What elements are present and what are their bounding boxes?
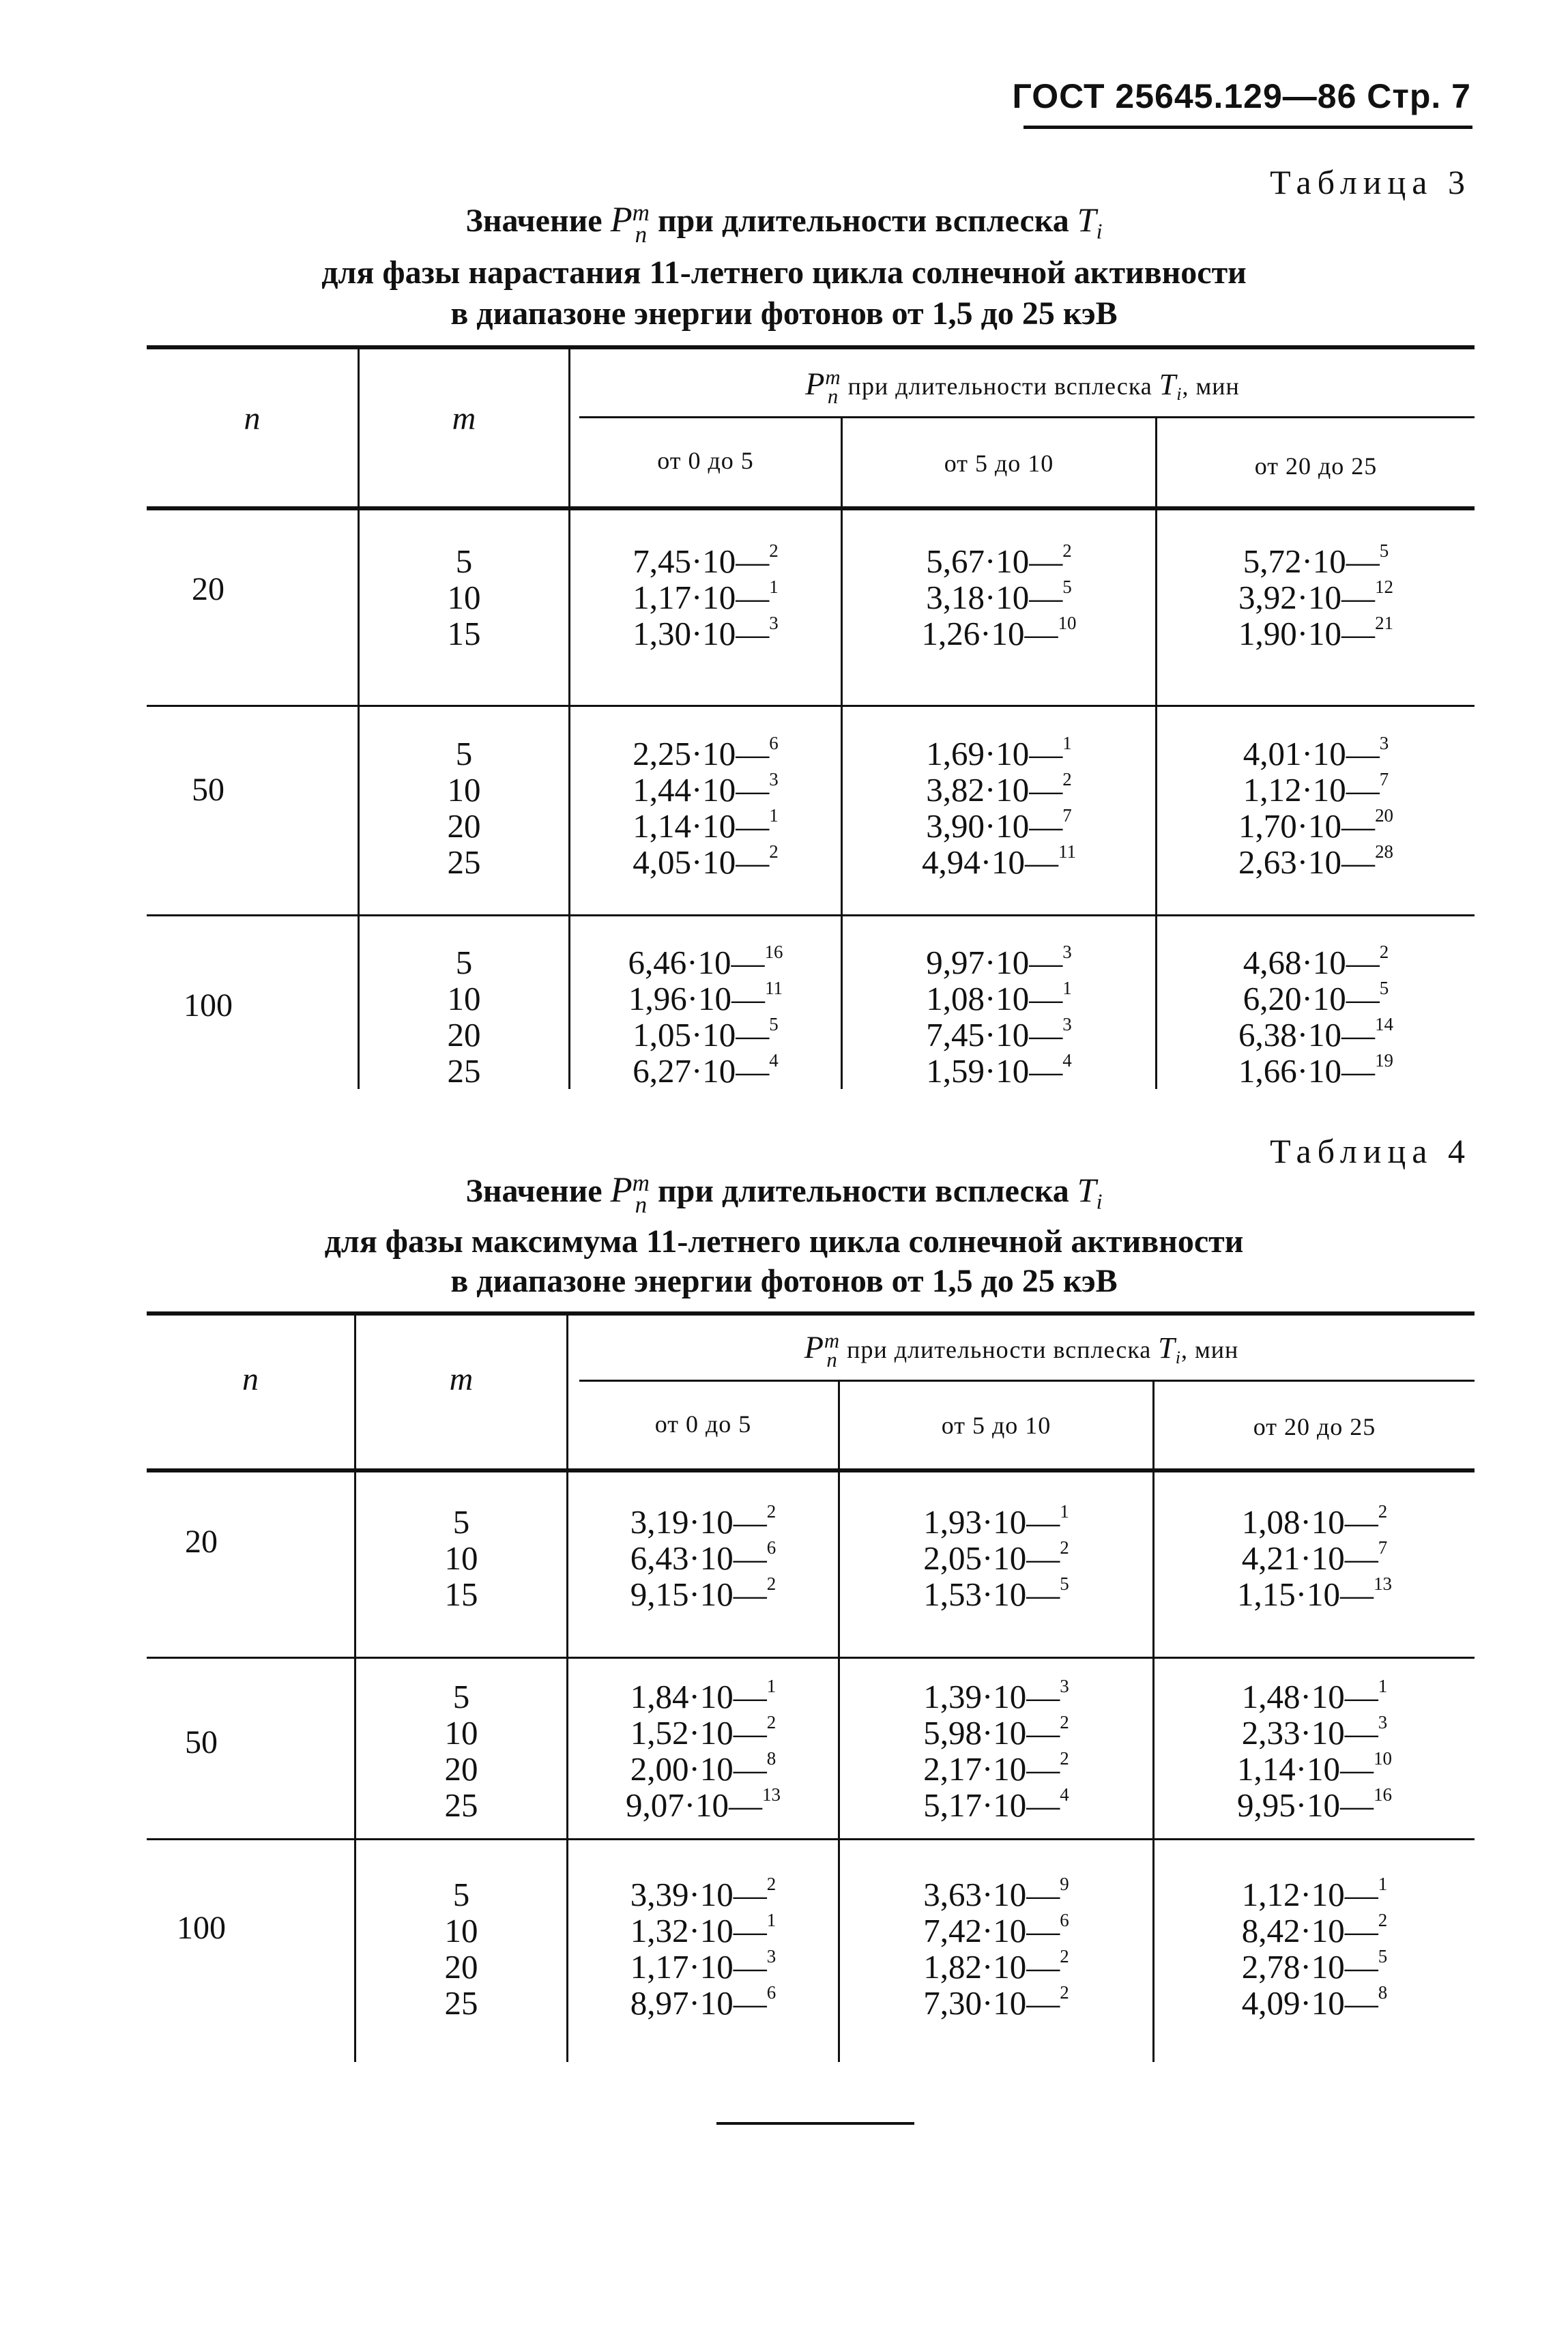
table-rule: [147, 1657, 1475, 1659]
header-rule: [1023, 126, 1472, 129]
table-3-label: Таблица 3: [1270, 163, 1471, 201]
table-rule: [147, 1311, 1475, 1316]
header-n: n: [244, 401, 261, 437]
col2-values: 3,63·10—$^9$ 7,42·10—$^6$ 1,82·10—$^2$ 7,30·10—$^2$: [923, 1874, 1069, 2022]
table-4-label: Таблица 4: [1270, 1132, 1471, 1170]
table-3-title-line1: Значение Pm n при длительности всплеска $T_i$: [465, 199, 1103, 248]
table-rule: [147, 506, 1475, 510]
m-values: 5 10 20 25: [447, 735, 481, 881]
m-values: 5 10 15: [447, 542, 481, 652]
col1-values: 1,84·10—$^1$ 1,52·10—$^2$ 2,00·10—$^8$ 9,07·10—$^{13}$: [625, 1676, 781, 1824]
col3-values: 1,48·10—$^1$ 2,33·10—$^3$ 1,14·10—$^{10}$ 9,95·10—$^{16}$: [1236, 1676, 1392, 1824]
table-rule: [147, 1468, 1475, 1472]
table-rule: [147, 914, 1475, 916]
col2-values: 9,97·10—$^3$ 1,08·10—$^1$ 7,45·10—$^3$ 1,59·10—$^4$: [926, 942, 1072, 1090]
row-n: 100: [184, 987, 233, 1023]
table-rule: [579, 416, 1475, 418]
table-3-title-line3: в диапазоне энергии фотонов от 1,5 до 25 кэВ: [450, 295, 1118, 332]
table-3: [147, 345, 1475, 1089]
header-n: n: [242, 1361, 259, 1397]
table-rule: [579, 1380, 1475, 1382]
col3-values: 1,12·10—$^1$ 8,42·10—$^2$ 2,78·10—$^5$ 4,09·10—$^8$: [1241, 1874, 1388, 2022]
row-n: 50: [192, 772, 224, 808]
header-col-3: от 20 до 25: [1254, 452, 1378, 480]
col2-values: 1,69·10—$^1$ 3,82·10—$^2$ 3,90·10—$^7$ 4,94·10—$^{11}$: [921, 733, 1076, 881]
col1-values: 6,46·10—$^{16}$ 1,96·10—$^{11}$ 1,05·10—$^5$ 6,27·10—$^4$: [628, 942, 783, 1090]
col2-values: 5,67·10—$^2$ 3,18·10—$^5$ 1,26·10—$^{10}$: [921, 540, 1077, 652]
m-values: 5 10 20 25: [444, 1678, 478, 1824]
col2-values: 1,39·10—$^3$ 5,98·10—$^2$ 2,17·10—$^2$ 5,17·10—$^4$: [923, 1676, 1069, 1824]
row-n: 20: [192, 571, 224, 607]
m-values: 5 10 20 25: [444, 1876, 478, 2022]
m-values: 5 10 20 25: [447, 944, 481, 1090]
col3-values: 5,72·10—$^5$ 3,92·10—$^{12}$ 1,90·10—$^{21}$: [1238, 540, 1393, 652]
row-n: 50: [185, 1724, 218, 1760]
col1-values: 3,39·10—$^2$ 1,32·10—$^1$ 1,17·10—$^3$ 8,97·10—$^6$: [630, 1874, 776, 2022]
table-4-title-line1: Значение Pm n при длительности всплеска $T_i$: [465, 1170, 1103, 1218]
header-col-1: от 0 до 5: [657, 447, 754, 474]
col2-values: 1,93·10—$^1$ 2,05·10—$^2$ 1,53·10—$^5$: [923, 1501, 1069, 1613]
row-n: 20: [185, 1524, 218, 1560]
m-values: 5 10 15: [444, 1503, 478, 1613]
table-rule: [147, 345, 1475, 349]
header-group: Pm n при длительности всплеска $T_i$, мин: [804, 1329, 1239, 1371]
table-rule: [147, 1838, 1475, 1840]
page-header: ГОСТ 25645.129—86 Стр. 7: [1012, 77, 1471, 115]
header-col-2: от 5 до 10: [944, 450, 1054, 477]
col1-values: 3,19·10—$^2$ 6,43·10—$^6$ 9,15·10—$^2$: [630, 1501, 776, 1613]
footer-rule: [716, 2122, 914, 2125]
table-4-title-line2: для фазы максимума 11-летнего цикла солнечной активности: [324, 1223, 1244, 1260]
col3-values: 4,68·10—$^2$ 6,20·10—$^5$ 6,38·10—$^{14}$ 1,66·10—$^{19}$: [1238, 942, 1393, 1090]
header-col-3: от 20 до 25: [1253, 1413, 1376, 1440]
table-3-title-line2: для фазы нарастания 11-летнего цикла солнечной активности: [321, 255, 1247, 291]
table-4: [147, 1311, 1475, 2062]
col3-values: 1,08·10—$^2$ 4,21·10—$^7$ 1,15·10—$^{13}$: [1236, 1501, 1392, 1613]
header-col-2: от 5 до 10: [941, 1412, 1051, 1439]
table-4-title-line3: в диапазоне энергии фотонов от 1,5 до 25 кэВ: [450, 1263, 1118, 1299]
header-col-1: от 0 до 5: [654, 1410, 752, 1438]
col3-values: 4,01·10—$^3$ 1,12·10—$^7$ 1,70·10—$^{20}$ 2,63·10—$^{28}$: [1238, 733, 1393, 881]
header-m: m: [452, 401, 476, 437]
header-group: Pm n при длительности всплеска $T_i$, мин: [805, 366, 1240, 408]
row-n: 100: [177, 1910, 226, 1946]
col1-values: 7,45·10—$^2$ 1,17·10—$^1$ 1,30·10—$^3$: [633, 540, 779, 652]
header-m: m: [449, 1361, 474, 1397]
col1-values: 2,25·10—$^6$ 1,44·10—$^3$ 1,14·10—$^1$ 4,05·10—$^2$: [633, 733, 779, 881]
table-rule: [147, 705, 1475, 707]
